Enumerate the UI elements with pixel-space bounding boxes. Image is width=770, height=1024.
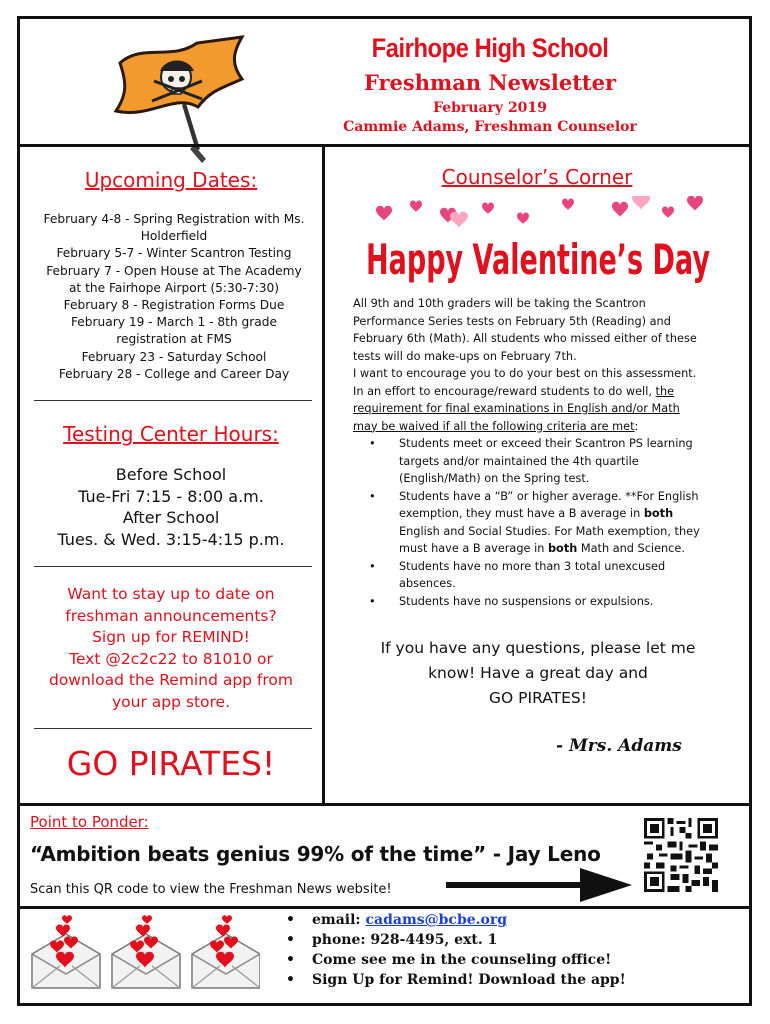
ponder-label: Point to Ponder: [30,813,149,831]
upcoming-dates-heading: Upcoming Dates: [84,168,258,192]
office-text: Come see me in the counseling office! [312,952,612,968]
paragraph-line: I want to encourage you to do your best on this assessment. [353,367,697,380]
divider [34,566,312,567]
list-item: • phone: 928-4495, ext. 1 [286,932,498,948]
go-pirates-left: GO PIRATES! [66,744,276,783]
closing-line: GO PIRATES! [489,689,587,707]
header-divider [20,144,749,147]
underlined-text: may be waived if all the following criteria are met [353,419,635,433]
newsletter-title: Freshman Newsletter [363,70,617,95]
column-divider [322,147,325,805]
criteria-list [353,435,733,610]
counselor-name: Cammie Adams, Freshman Counselor [343,119,637,135]
bullet-line: Students have no suspensions or expulsions. [399,594,654,608]
closing-message [353,636,723,711]
paragraph-line: February 6th (Math). All students who missed either of these [353,332,697,345]
email-label: email: [312,912,366,928]
school-name: Fairhope High School [371,33,609,63]
list-item: registration at FMS [116,332,232,347]
qr-code-icon[interactable] [644,818,718,892]
counselor-corner-heading: Counselor’s Corner [441,165,633,189]
contact-list [286,910,736,990]
remind-text: Sign Up for Remind! Download the app! [312,972,626,988]
counselor-paragraph [353,295,733,435]
header [20,19,749,147]
email-link[interactable]: cadams@bcbe.org [365,912,508,928]
underlined-text: requirement for final examinations in English and/or Math [353,402,680,415]
qr-instructions: Scan this QR code to view the Freshman News website! [30,882,392,897]
divider [34,728,312,729]
list-item: • Students have no suspensions or expulsions. [353,593,733,611]
bullet-text: Math and Science. [577,542,685,555]
hours-line: Tue-Fri 7:15 - 8:00 a.m. [78,486,264,506]
testing-center-heading: Testing Center Hours: [63,422,279,446]
paragraph-line: Performance Series tests on February 5th (Reading) and [353,314,671,328]
bold-text: both [643,507,674,520]
valentine-hearts-icon [362,196,714,288]
list-item: • Come see me in the counseling office! [286,952,612,968]
list-item: • Students meet or exceed their Scantron PS learning targets and/or maintained the 4th quartile (English/Math) on the Spring test. [353,435,733,488]
testing-hours [20,464,322,550]
list-item: at the Fairhope Airport (5:30-7:30) [68,280,280,295]
list-item: Holderfield [140,229,208,244]
signoff: - Mrs. Adams [556,736,682,756]
list-item: • Students have a “B” or higher average. **For English exemption, they must have a B average in both English and Social Studies. For Math exemption, they must have a B average in both Math and Science. [353,488,733,558]
bullet-line: Students meet or exceed their Scantron PS learning [399,437,693,450]
remind-line: Want to stay up to date on [67,585,275,603]
hours-line: After School [122,508,220,527]
remind-line: freshman announcements? [65,606,277,625]
paragraph-line [353,418,733,436]
list-item: February 28 - College and Career Day [58,366,290,381]
list-item: February 7 - Open House at The Academy [46,263,302,278]
remind-line: your app store. [111,692,230,711]
paragraph-text: : [634,419,639,433]
divider [34,400,312,401]
list-item: February 19 - March 1 - 8th grade [70,315,278,330]
bullet-line [399,540,733,558]
bold-text: both [547,542,578,555]
bullet-line: (English/Math) on the Spring test. [399,472,590,485]
remind-line: Text @2c2c22 to 81010 or [69,649,273,668]
hours-line: Before School [115,465,227,484]
bullet-line: English and Social Studies. For Math exemption, they [399,524,700,538]
underlined-text: the [655,384,675,398]
band-bottom-divider [20,906,749,909]
ponder-quote: “Ambition beats genius 99% of the time” - Jay Leno [30,842,601,866]
list-item: February 4-8 - Spring Registration with Ms. [43,212,305,226]
closing-line: If you have any questions, please let me [380,639,696,657]
paragraph-line [353,383,733,401]
list-item: February 5-7 - Winter Scantron Testing [56,246,292,261]
issue-date: February 2019 [433,100,547,116]
paragraph-line: tests will do make-ups on February 7th. [353,349,577,363]
valentine-banner-text: Happy Valentine’s Day [366,235,710,284]
bullet-line: Students have a “B” or higher average. **For English [399,489,699,503]
paragraph-line: All 9th and 10th graders will be taking the Scantron [353,297,646,310]
upcoming-dates-list [26,211,322,383]
bullet-line: Students have no more than 3 total unexcused [399,559,666,573]
band-top-divider [20,803,749,806]
hours-line: Tues. & Wed. 3:15-4:15 p.m. [57,529,285,549]
list-item: February 8 - Registration Forms Due [63,298,285,313]
heart-envelope-icon [30,914,260,994]
paragraph-text: In an effort to encourage/reward students to do well, [353,384,656,398]
list-item: • email: cadams@bcbe.org [286,912,508,928]
list-item: • Sign Up for Remind! Download the app! [286,972,626,988]
bullet-line: targets and/or maintained the 4th quartile [399,454,639,468]
bullet-text: must have a B average in [399,542,548,555]
remind-line: Sign up for REMIND! [92,628,250,646]
closing-line: know! Have a great day and [428,664,648,682]
bullet-line: absences. [399,577,456,590]
list-item: • Students have no more than 3 total unexcused absences. [353,558,733,593]
bullet-line [399,505,733,523]
arrow-right-icon [446,866,632,904]
phone-text: phone: 928-4495, ext. 1 [312,932,498,948]
bullet-text: exemption, they must have a B average in [399,507,644,520]
list-item: February 23 - Saturday School [81,349,267,364]
remind-callout [20,584,322,713]
remind-line: download the Remind app from [48,671,294,689]
